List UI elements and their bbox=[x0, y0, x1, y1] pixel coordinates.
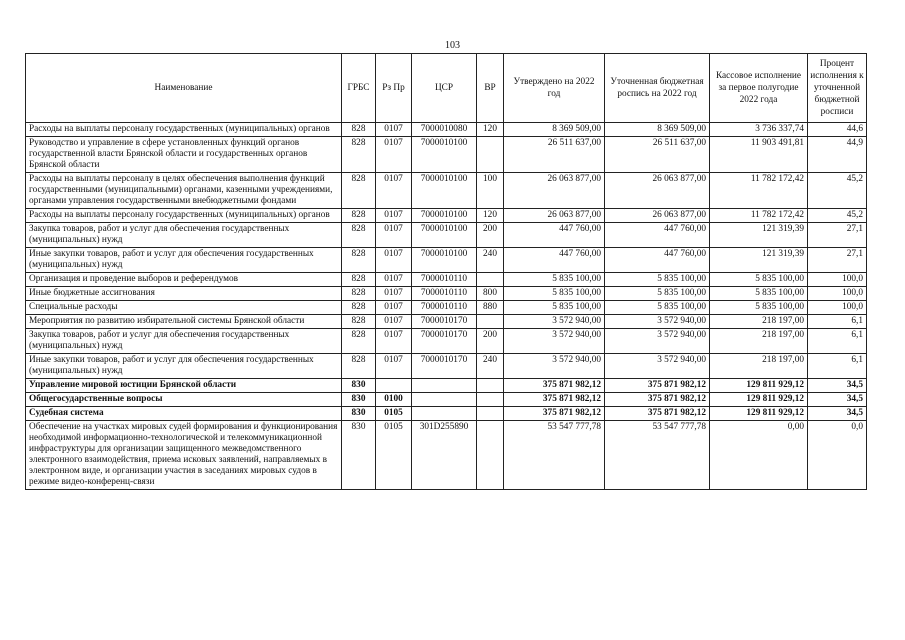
cell-rzpr: 0107 bbox=[376, 137, 412, 173]
cell-csr bbox=[412, 379, 477, 393]
cell-rzpr: 0107 bbox=[376, 315, 412, 329]
cell-rzpr: 0107 bbox=[376, 301, 412, 315]
table-body bbox=[26, 123, 867, 490]
cell-rzpr: 0107 bbox=[376, 223, 412, 248]
cell-rzpr: 0105 bbox=[376, 407, 412, 421]
cell-approved: 375 871 982,12 bbox=[504, 379, 605, 393]
cell-grbs: 828 bbox=[342, 273, 376, 287]
cell-approved: 447 760,00 bbox=[504, 248, 605, 273]
table-row bbox=[26, 301, 867, 315]
cell-name: Специальные расходы bbox=[26, 301, 342, 315]
cell-refined: 3 572 940,00 bbox=[605, 354, 710, 379]
table-row bbox=[26, 379, 867, 393]
cell-percent: 44,6 bbox=[808, 123, 867, 137]
cell-cash: 5 835 100,00 bbox=[710, 301, 808, 315]
cell-refined: 3 572 940,00 bbox=[605, 329, 710, 354]
cell-name: Расходы на выплаты персоналу государственных (муниципальных) органов bbox=[26, 123, 342, 137]
cell-percent: 34,5 bbox=[808, 379, 867, 393]
cell-csr: 7000010110 bbox=[412, 273, 477, 287]
cell-approved: 3 572 940,00 bbox=[504, 329, 605, 354]
cell-grbs: 828 bbox=[342, 137, 376, 173]
cell-percent: 27,1 bbox=[808, 223, 867, 248]
header-vr: ВР bbox=[477, 54, 504, 123]
cell-grbs: 830 bbox=[342, 407, 376, 421]
table-row bbox=[26, 354, 867, 379]
cell-cash: 218 197,00 bbox=[710, 354, 808, 379]
cell-rzpr: 0107 bbox=[376, 209, 412, 223]
cell-grbs: 828 bbox=[342, 209, 376, 223]
cell-refined: 375 871 982,12 bbox=[605, 393, 710, 407]
cell-grbs: 828 bbox=[342, 173, 376, 209]
cell-approved: 375 871 982,12 bbox=[504, 393, 605, 407]
cell-refined: 447 760,00 bbox=[605, 223, 710, 248]
cell-refined: 375 871 982,12 bbox=[605, 379, 710, 393]
cell-vr bbox=[477, 407, 504, 421]
cell-approved: 8 369 509,00 bbox=[504, 123, 605, 137]
cell-percent: 34,5 bbox=[808, 407, 867, 421]
cell-vr: 100 bbox=[477, 173, 504, 209]
cell-approved: 26 063 877,00 bbox=[504, 209, 605, 223]
cell-vr bbox=[477, 421, 504, 490]
cell-refined: 8 369 509,00 bbox=[605, 123, 710, 137]
cell-refined: 3 572 940,00 bbox=[605, 315, 710, 329]
cell-percent: 45,2 bbox=[808, 209, 867, 223]
cell-csr: 7000010080 bbox=[412, 123, 477, 137]
cell-cash: 121 319,39 bbox=[710, 248, 808, 273]
header-refined: Уточненная бюджетная роспись на 2022 год bbox=[605, 54, 710, 123]
cell-csr: 7000010100 bbox=[412, 248, 477, 273]
header-rzpr: Рз Пр bbox=[376, 54, 412, 123]
table-row bbox=[26, 407, 867, 421]
cell-name: Иные закупки товаров, работ и услуг для обеспечения государственных (муниципальных) нужд bbox=[26, 248, 342, 273]
cell-cash: 0,00 bbox=[710, 421, 808, 490]
cell-name: Расходы на выплаты персоналу государственных (муниципальных) органов bbox=[26, 209, 342, 223]
cell-cash: 129 811 929,12 bbox=[710, 407, 808, 421]
header-row bbox=[26, 54, 867, 123]
cell-refined: 26 063 877,00 bbox=[605, 173, 710, 209]
cell-name: Иные бюджетные ассигнования bbox=[26, 287, 342, 301]
cell-csr: 7000010110 bbox=[412, 287, 477, 301]
cell-vr: 880 bbox=[477, 301, 504, 315]
cell-approved: 53 547 777,78 bbox=[504, 421, 605, 490]
table-row bbox=[26, 209, 867, 223]
cell-csr: 7000010100 bbox=[412, 209, 477, 223]
header-name: Наименование bbox=[26, 54, 342, 123]
cell-grbs: 828 bbox=[342, 287, 376, 301]
cell-name: Мероприятия по развитию избирательной системы Брянской области bbox=[26, 315, 342, 329]
cell-name: Управление мировой юстиции Брянской области bbox=[26, 379, 342, 393]
cell-percent: 6,1 bbox=[808, 315, 867, 329]
cell-csr: 7000010110 bbox=[412, 301, 477, 315]
cell-percent: 34,5 bbox=[808, 393, 867, 407]
header-grbs: ГРБС bbox=[342, 54, 376, 123]
cell-approved: 3 572 940,00 bbox=[504, 315, 605, 329]
cell-vr: 240 bbox=[477, 354, 504, 379]
cell-percent: 6,1 bbox=[808, 329, 867, 354]
cell-percent: 100,0 bbox=[808, 273, 867, 287]
cell-grbs: 828 bbox=[342, 329, 376, 354]
cell-csr bbox=[412, 407, 477, 421]
header-percent: Процент исполнения к уточненной бюджетной росписи bbox=[808, 54, 867, 123]
table-row bbox=[26, 315, 867, 329]
cell-csr: 7000010100 bbox=[412, 223, 477, 248]
cell-refined: 375 871 982,12 bbox=[605, 407, 710, 421]
cell-cash: 5 835 100,00 bbox=[710, 273, 808, 287]
cell-approved: 5 835 100,00 bbox=[504, 301, 605, 315]
cell-rzpr: 0107 bbox=[376, 123, 412, 137]
table-row bbox=[26, 329, 867, 354]
cell-vr: 120 bbox=[477, 123, 504, 137]
cell-name: Расходы на выплаты персоналу в целях обеспечения выполнения функций государственными (муниципальными) органами, казенными учреждениями, органами управления государственными внебюджетными фондами bbox=[26, 173, 342, 209]
cell-percent: 27,1 bbox=[808, 248, 867, 273]
budget-table bbox=[25, 53, 867, 490]
cell-cash: 129 811 929,12 bbox=[710, 393, 808, 407]
table-row bbox=[26, 137, 867, 173]
table-row bbox=[26, 287, 867, 301]
cell-name: Закупка товаров, работ и услуг для обеспечения государственных (муниципальных) нужд bbox=[26, 329, 342, 354]
cell-csr bbox=[412, 393, 477, 407]
cell-grbs: 830 bbox=[342, 379, 376, 393]
cell-rzpr: 0107 bbox=[376, 354, 412, 379]
table-row bbox=[26, 248, 867, 273]
cell-vr: 200 bbox=[477, 223, 504, 248]
cell-grbs: 828 bbox=[342, 354, 376, 379]
cell-approved: 5 835 100,00 bbox=[504, 287, 605, 301]
table-row bbox=[26, 173, 867, 209]
cell-percent: 0,0 bbox=[808, 421, 867, 490]
table-row bbox=[26, 273, 867, 287]
cell-refined: 5 835 100,00 bbox=[605, 301, 710, 315]
cell-grbs: 828 bbox=[342, 301, 376, 315]
cell-name: Общегосударственные вопросы bbox=[26, 393, 342, 407]
cell-name: Закупка товаров, работ и услуг для обеспечения государственных (муниципальных) нужд bbox=[26, 223, 342, 248]
cell-csr: 7000010170 bbox=[412, 315, 477, 329]
cell-rzpr: 0107 bbox=[376, 329, 412, 354]
cell-name: Иные закупки товаров, работ и услуг для обеспечения государственных (муниципальных) нужд bbox=[26, 354, 342, 379]
cell-cash: 3 736 337,74 bbox=[710, 123, 808, 137]
cell-vr bbox=[477, 137, 504, 173]
cell-vr: 120 bbox=[477, 209, 504, 223]
cell-name: Руководство и управление в сфере установленных функций органов государственной власти Брянской области и государственных органов Брянской области bbox=[26, 137, 342, 173]
cell-refined: 5 835 100,00 bbox=[605, 273, 710, 287]
cell-grbs: 830 bbox=[342, 393, 376, 407]
cell-vr bbox=[477, 393, 504, 407]
cell-approved: 375 871 982,12 bbox=[504, 407, 605, 421]
cell-grbs: 828 bbox=[342, 123, 376, 137]
cell-cash: 11 903 491,81 bbox=[710, 137, 808, 173]
cell-approved: 26 511 637,00 bbox=[504, 137, 605, 173]
cell-refined: 5 835 100,00 bbox=[605, 287, 710, 301]
cell-csr: 7000010170 bbox=[412, 329, 477, 354]
cell-vr: 240 bbox=[477, 248, 504, 273]
cell-name: Обеспечение на участках мировых судей формирования и функционирования необходимой информационно-технологической и телекоммуникационной инфраструктуры для организации защищенного межведомственного электронного взаимодействия, приема исковых заявлений, направляемых в электронном виде, и организации участия в заседаниях мировых судов в режиме видео-конференц-связи bbox=[26, 421, 342, 490]
cell-name: Судебная система bbox=[26, 407, 342, 421]
cell-approved: 26 063 877,00 bbox=[504, 173, 605, 209]
cell-rzpr: 0107 bbox=[376, 173, 412, 209]
header-approved: Утверждено на 2022 год bbox=[504, 54, 605, 123]
cell-rzpr bbox=[376, 379, 412, 393]
cell-approved: 5 835 100,00 bbox=[504, 273, 605, 287]
cell-approved: 447 760,00 bbox=[504, 223, 605, 248]
header-cash: Кассовое исполнение за первое полугодие 2022 года bbox=[710, 54, 808, 123]
header-csr: ЦСР bbox=[412, 54, 477, 123]
cell-cash: 11 782 172,42 bbox=[710, 209, 808, 223]
cell-vr bbox=[477, 379, 504, 393]
cell-rzpr: 0105 bbox=[376, 421, 412, 490]
cell-percent: 44,9 bbox=[808, 137, 867, 173]
cell-vr: 800 bbox=[477, 287, 504, 301]
cell-percent: 6,1 bbox=[808, 354, 867, 379]
cell-rzpr: 0100 bbox=[376, 393, 412, 407]
cell-vr: 200 bbox=[477, 329, 504, 354]
cell-cash: 218 197,00 bbox=[710, 329, 808, 354]
cell-vr bbox=[477, 273, 504, 287]
cell-refined: 26 063 877,00 bbox=[605, 209, 710, 223]
cell-percent: 45,2 bbox=[808, 173, 867, 209]
cell-rzpr: 0107 bbox=[376, 248, 412, 273]
cell-grbs: 828 bbox=[342, 248, 376, 273]
cell-approved: 3 572 940,00 bbox=[504, 354, 605, 379]
table-row bbox=[26, 421, 867, 490]
cell-grbs: 828 bbox=[342, 223, 376, 248]
cell-rzpr: 0107 bbox=[376, 273, 412, 287]
cell-grbs: 830 bbox=[342, 421, 376, 490]
cell-rzpr: 0107 bbox=[376, 287, 412, 301]
cell-cash: 129 811 929,12 bbox=[710, 379, 808, 393]
cell-vr bbox=[477, 315, 504, 329]
cell-csr: 7000010100 bbox=[412, 173, 477, 209]
cell-cash: 11 782 172,42 bbox=[710, 173, 808, 209]
cell-name: Организация и проведение выборов и референдумов bbox=[26, 273, 342, 287]
cell-percent: 100,0 bbox=[808, 301, 867, 315]
table-row bbox=[26, 123, 867, 137]
cell-refined: 53 547 777,78 bbox=[605, 421, 710, 490]
cell-grbs: 828 bbox=[342, 315, 376, 329]
page-number: 103 bbox=[445, 40, 460, 51]
cell-cash: 5 835 100,00 bbox=[710, 287, 808, 301]
cell-refined: 26 511 637,00 bbox=[605, 137, 710, 173]
cell-csr: 301D255890 bbox=[412, 421, 477, 490]
table-row bbox=[26, 393, 867, 407]
table-row bbox=[26, 223, 867, 248]
cell-percent: 100,0 bbox=[808, 287, 867, 301]
cell-csr: 7000010170 bbox=[412, 354, 477, 379]
cell-refined: 447 760,00 bbox=[605, 248, 710, 273]
cell-csr: 7000010100 bbox=[412, 137, 477, 173]
cell-cash: 121 319,39 bbox=[710, 223, 808, 248]
cell-cash: 218 197,00 bbox=[710, 315, 808, 329]
